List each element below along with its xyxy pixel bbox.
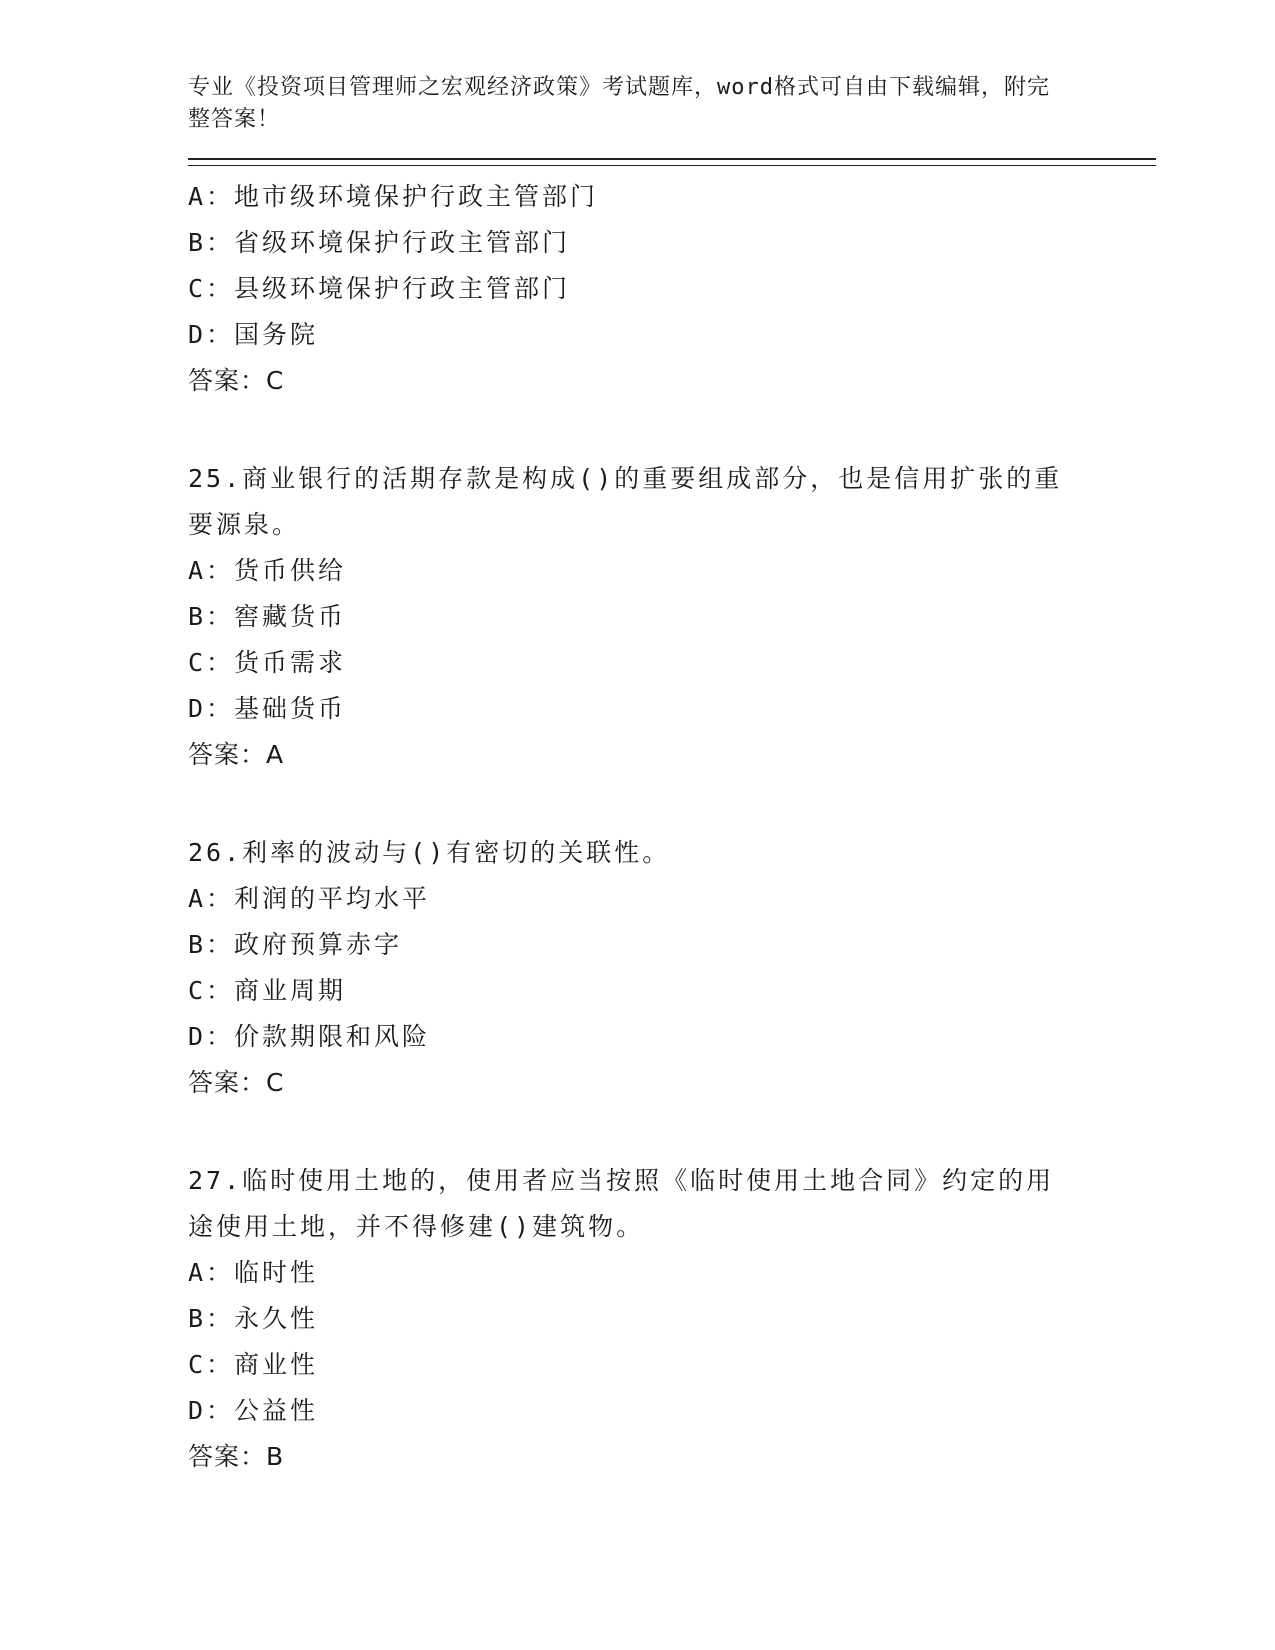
option-a: A：临时性 [188,1258,319,1287]
answer: 答案：A [188,740,285,769]
option-c: C：县级环境保护行政主管部门 [188,274,571,303]
header-divider [188,158,1156,166]
question-27 [188,1158,1156,1480]
option-c: C：商业周期 [188,976,347,1005]
question-text: 27.临时使用土地的，使用者应当按照《临时使用土地合同》约定的用途使用土地，并不得修建()建筑物。 [188,1166,1055,1241]
option-b: B：窖藏货币 [188,602,347,631]
question-24-continued [188,174,1156,404]
option-a: A：货币供给 [188,556,347,585]
option-b: B：省级环境保护行政主管部门 [188,228,571,257]
option-b: B：永久性 [188,1304,319,1333]
option-a: A：利润的平均水平 [188,884,431,913]
answer: 答案：B [188,1442,285,1471]
option-b: B：政府预算赤字 [188,930,403,959]
answer: 答案：C [188,1068,285,1097]
question-25 [188,456,1156,778]
option-d: D：基础货币 [188,694,347,723]
question-26 [188,830,1156,1106]
option-c: C：商业性 [188,1350,319,1379]
option-d: D：价款期限和风险 [188,1022,431,1051]
document-intro: 专业《投资项目管理师之宏观经济政策》考试题库，word格式可自由下载编辑，附完整答案！ [188,75,1050,132]
option-a: A：地市级环境保护行政主管部门 [188,182,599,211]
question-text: 26.利率的波动与()有密切的关联性。 [188,838,671,867]
answer: 答案：C [188,366,285,395]
option-d: D：公益性 [188,1396,319,1425]
option-c: C：货币需求 [188,648,347,677]
document-page [188,72,1156,1480]
option-d: D：国务院 [188,320,319,349]
question-text: 25.商业银行的活期存款是构成()的重要组成部分，也是信用扩张的重要源泉。 [188,464,1063,539]
